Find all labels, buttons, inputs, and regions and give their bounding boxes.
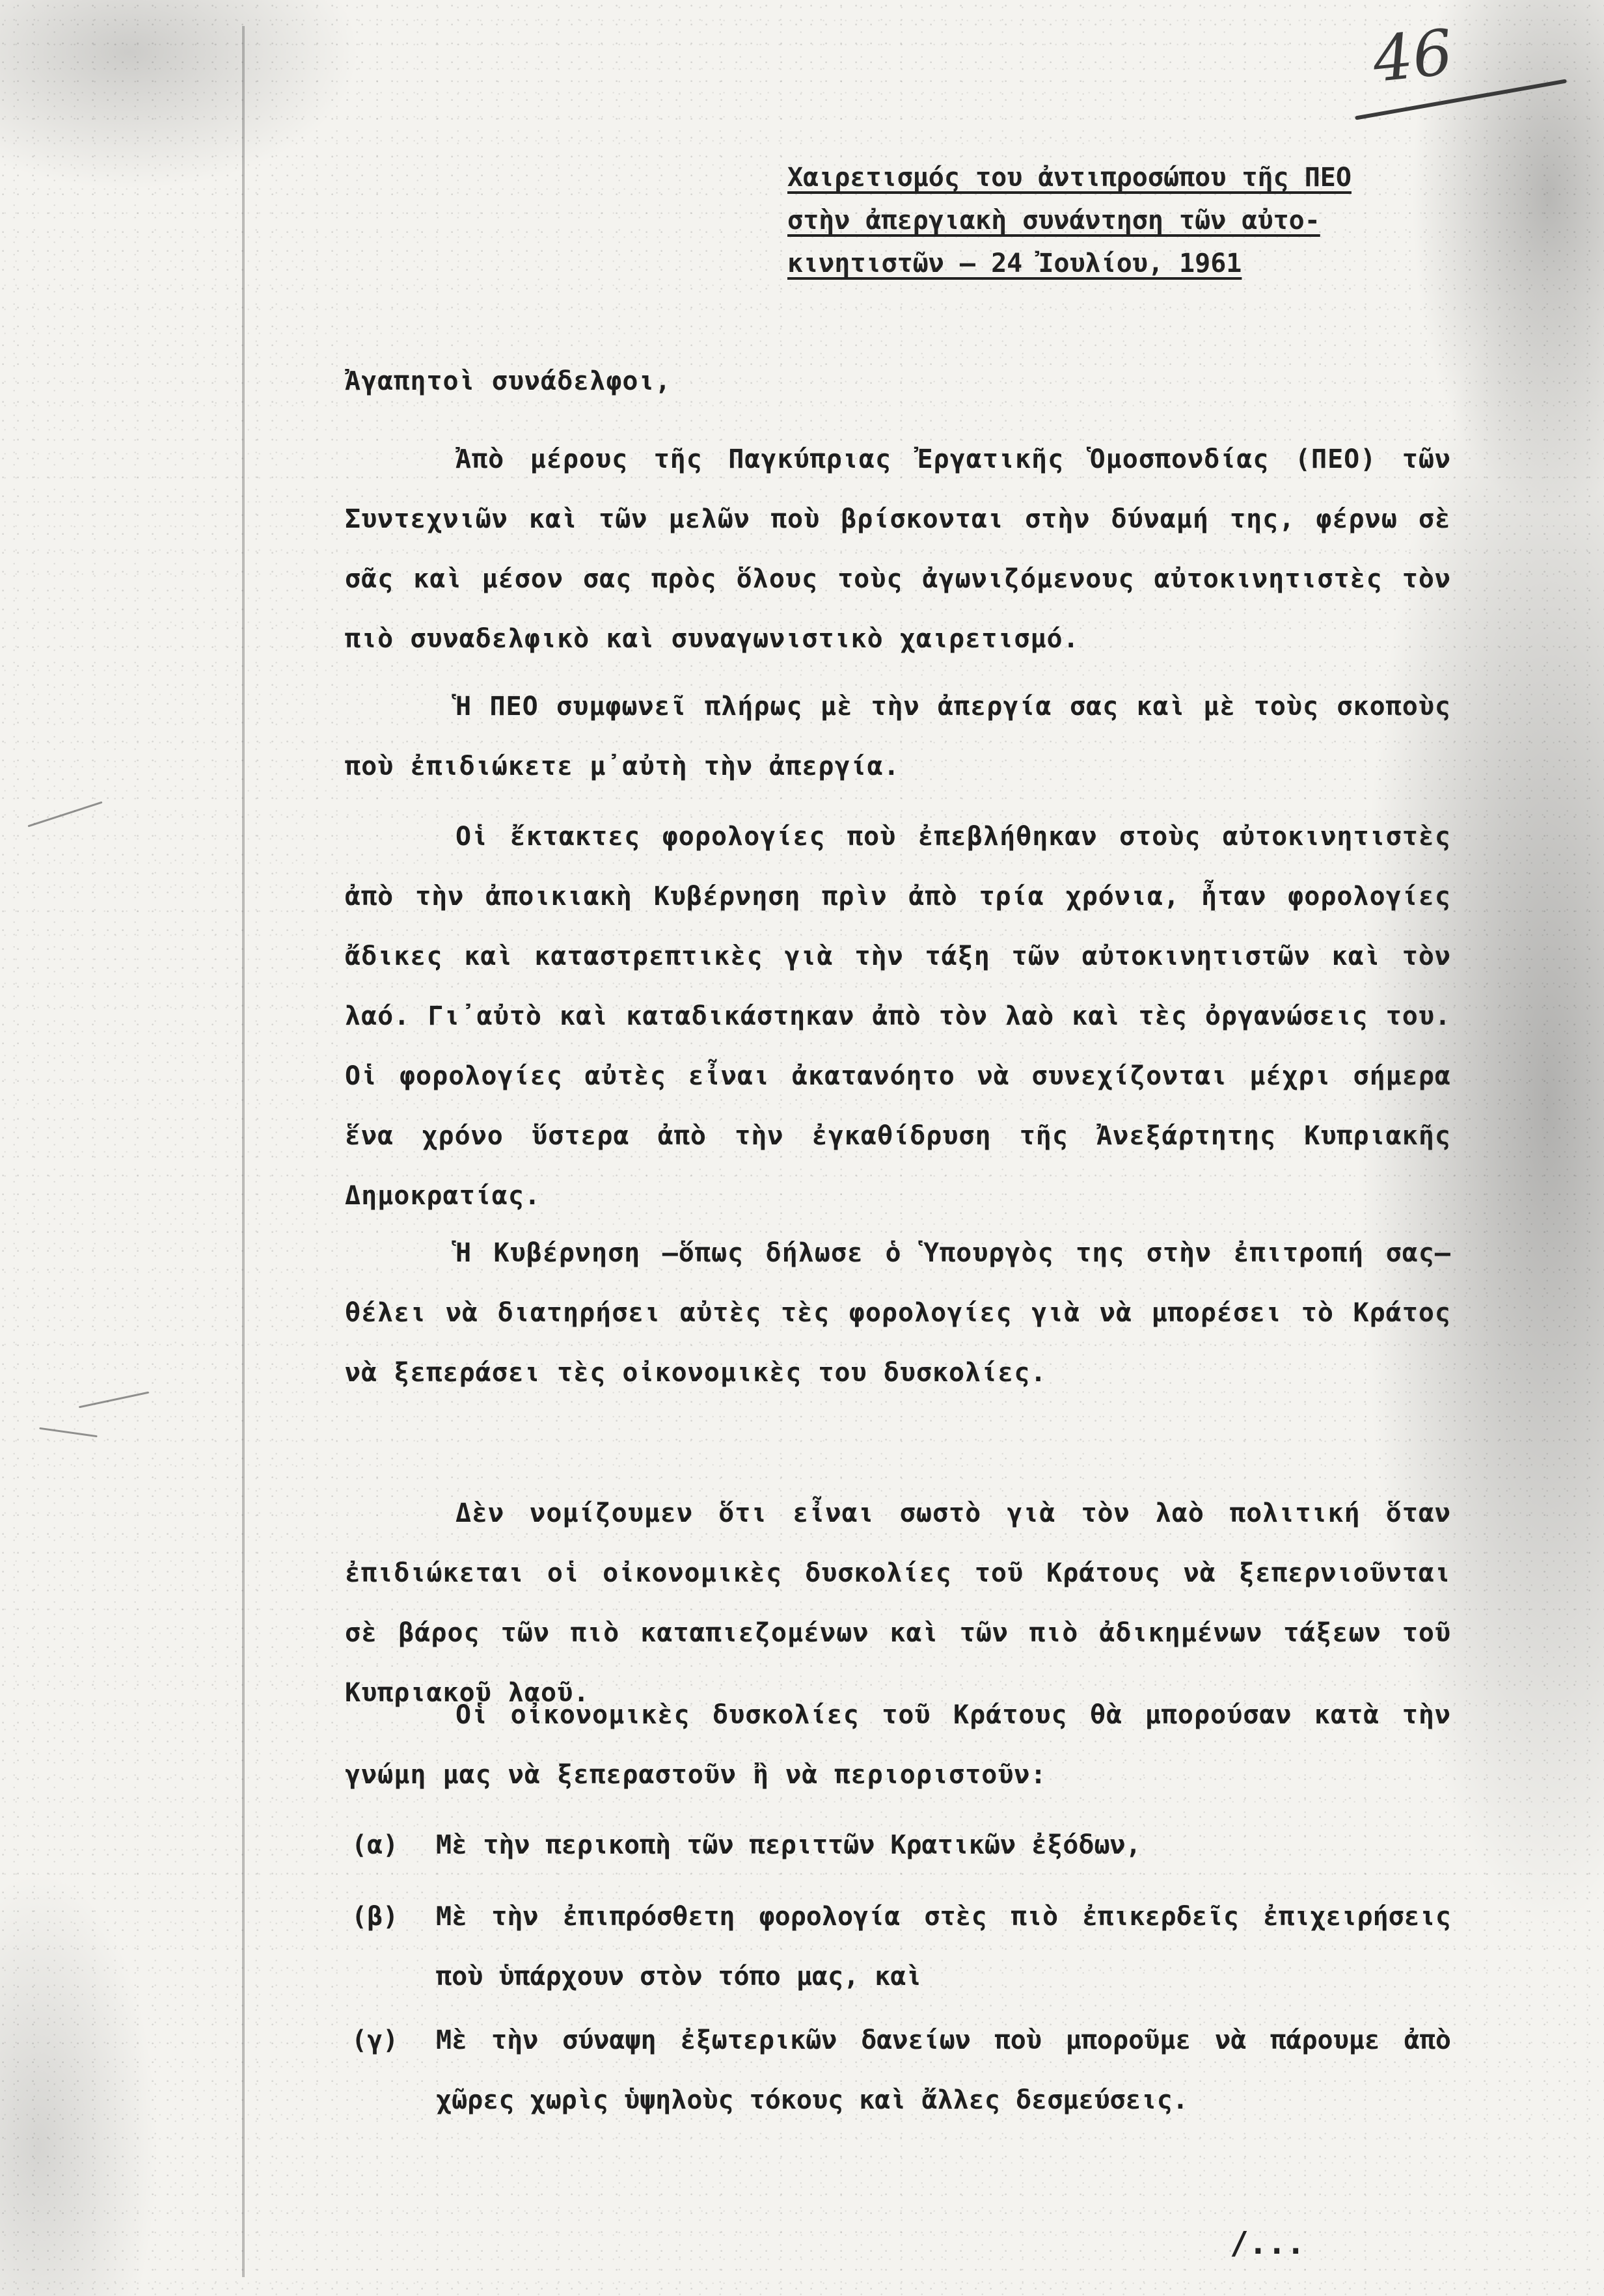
list-item-text: Μὲ τὴν ἐπιπρόσθετη φορολογία στὲς πιὸ ἐπικερδεῖς ἐπιχειρήσεις ποὺ ὑπάρχουν στὸν τόπο μας, καὶ xyxy=(436,1902,1451,1992)
list-marker: (γ) xyxy=(351,2025,399,2055)
list-item-text: Μὲ τὴν σύναψη ἐξωτερικῶν δανείων ποὺ μποροῦμε νὰ πάρουμε ἀπὸ χῶρες χωρὶς ὑψηλοὺς τόκους καὶ ἄλλες δεσμεύσεις. xyxy=(436,2025,1451,2115)
paragraph: Ἡ ΠΕΟ συμφωνεῖ πλήρως μὲ τὴν ἀπεργία σας καὶ μὲ τοὺς σκοποὺς ποὺ ἐπιδιώκετε μ᾽αὐτὴ τὴν ἀπεργία. xyxy=(345,692,1451,781)
document-heading xyxy=(787,156,1445,285)
list-item xyxy=(351,2010,1451,2130)
paragraph: Ἀπὸ μέρους τῆς Παγκύπριας Ἐργατικῆς Ὁμοσπονδίας (ΠΕΟ) τῶν Συντεχνιῶν καὶ τῶν μελῶν ποὺ βρίσκονται στὴν δύναμή της, φέρνω σὲ σᾶς καὶ μέσον σας πρὸς ὅλους τοὺς ἀγωνιζόμενους αὐτοκινητιστὲς τὸν πιὸ συναδελφικὸ καὶ συναγωνιστικὸ χαιρετισμό. xyxy=(345,444,1451,654)
heading-line: Χαιρετισμός του ἀντιπροσώπου τῆς ΠΕΟ xyxy=(787,163,1352,193)
paragraph: Ἡ Κυβέρνηση —ὅπως δήλωσε ὁ Ὑπουργὸς της στὴν ἐπιτροπή σας— θέλει νὰ διατηρήσει αὐτὲς τὲς φορολογίες γιὰ νὰ μπορέσει τὸ Κράτος νὰ ξεπεράσει τὲς οἰκονομικὲς του δυσκολίες. xyxy=(345,1238,1451,1388)
salutation: Ἀγαπητοὶ συνάδελφοι, xyxy=(345,366,672,396)
heading-line: στὴν ἀπεργιακὴ συνάντηση τῶν αὐτο- xyxy=(787,206,1320,236)
list-item-text: Μὲ τὴν περικοπὴ τῶν περιττῶν Κρατικῶν ἐξόδων, xyxy=(436,1830,1141,1860)
paragraph: Δὲν νομίζουμεν ὅτι εἶναι σωστὸ γιὰ τὸν λαὸ πολιτική ὅταν ἐπιδιώκεται οἱ οἰκονομικὲς δυσκολίες τοῦ Κράτους νὰ ξεπερνιοῦνται σὲ βάρος τῶν πιὸ καταπιεζομένων καὶ τῶν πιὸ ἀδικημένων τάξεων τοῦ Κυπριακοῦ λαοῦ. xyxy=(345,1498,1451,1708)
list-marker: (β) xyxy=(351,1902,399,1932)
page-number: 46 xyxy=(1369,15,1456,97)
margin-line xyxy=(242,26,245,2277)
margin-mark xyxy=(39,1427,98,1437)
list-item xyxy=(351,1815,1451,1875)
heading-line: κινητιστῶν — 24 Ἰουλίου, 1961 xyxy=(787,249,1242,278)
margin-mark xyxy=(79,1392,149,1409)
paragraph: Οἱ οἰκονομικὲς δυσκολίες τοῦ Κράτους θὰ μπορούσαν κατὰ τὴν γνώμη μας νὰ ξεπεραστοῦν ἢ νὰ περιοριστοῦν: xyxy=(345,1700,1451,1790)
margin-mark xyxy=(27,802,102,828)
list-marker: (α) xyxy=(351,1830,399,1860)
paragraph: Οἱ ἔκτακτες φορολογίες ποὺ ἐπεβλήθηκαν στοὺς αὐτοκινητιστὲς ἀπὸ τὴν ἀποικιακὴ Κυβέρνηση πρὶν ἀπὸ τρία χρόνια, ἦταν φορολογίες ἄδικες καὶ καταστρεπτικὲς γιὰ τὴν τάξη τῶν αὐτοκινητιστῶν καὶ τὸν λαό. Γι᾽αὐτὸ καὶ καταδικάστηκαν ἀπὸ τὸν λαὸ καὶ τὲς ὀργανώσεις του. Οἱ φορολογίες αὐτὲς εἶναι ἀκατανόητο νὰ συνεχίζονται μέχρι σήμερα ἕνα χρόνο ὕστερα ἀπὸ τὴν ἐγκαθίδρυση τῆς Ἀνεξάρτητης Κυπριακῆς Δημοκρατίας. xyxy=(345,822,1451,1211)
list-item xyxy=(351,1887,1451,2006)
continuation-mark: /... xyxy=(1230,2225,1305,2262)
